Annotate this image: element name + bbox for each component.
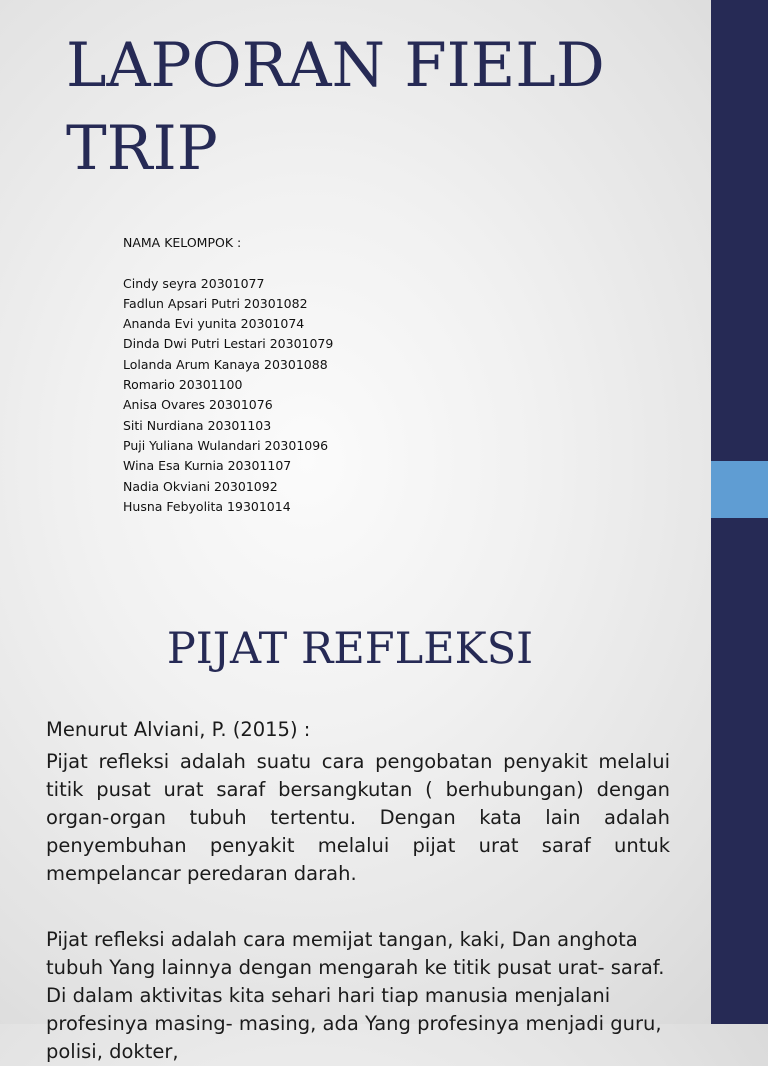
member-item: Fadlun Apsari Putri 20301082: [123, 295, 308, 311]
member-item: Anisa Ovares 20301076: [123, 397, 273, 413]
paragraph-description: Pijat refleksi adalah cara memijat tangan, kaki, Dan anghota tubuh Yang lainnya dengan mengarah ke titik pusat urat- saraf. Di dalam aktivitas kita sehari hari tiap manusia menjalani profesinya masing- masing, ada Yang profesinya menjadi guru, polisi, dokter,: [46, 928, 665, 1063]
page-title: LAPORAN FIELD TRIP: [66, 30, 605, 184]
group-member-list: [123, 233, 333, 517]
member-item: Nadia Okviani 20301092: [123, 478, 278, 494]
member-item: Siti Nurdiana 20301103: [123, 417, 272, 433]
citation-line: Menurut Alviani, P. (2015) :: [46, 718, 311, 741]
member-item: Dinda Dwi Putri Lestari 20301079: [123, 336, 334, 352]
member-item: Husna Febyolita 19301014: [123, 498, 291, 514]
member-item: Lolanda Arum Kanaya 20301088: [123, 356, 328, 372]
section-title: PIJAT REFLEKSI: [166, 624, 534, 674]
member-item: Romario 20301100: [123, 377, 243, 393]
group-label: NAMA KELOMPOK :: [123, 235, 242, 250]
member-item: Puji Yuliana Wulandari 20301096: [123, 437, 329, 453]
paragraph-definition: Pijat refleksi adalah suatu cara pengobatan penyakit melalui titik pusat urat saraf bersangkutan ( berhubungan) dengan organ-organ tubuh tertentu. Dengan kata lain adalah penyembuhan penyakit melalui pijat urat saraf untuk mempelancar peredaran darah.: [46, 750, 670, 885]
member-item: Wina Esa Kurnia 20301107: [123, 458, 292, 474]
member-item: Cindy seyra 20301077: [123, 275, 265, 291]
side-accent-block: [711, 461, 768, 518]
member-item: Ananda Evi yunita 20301074: [123, 316, 305, 332]
